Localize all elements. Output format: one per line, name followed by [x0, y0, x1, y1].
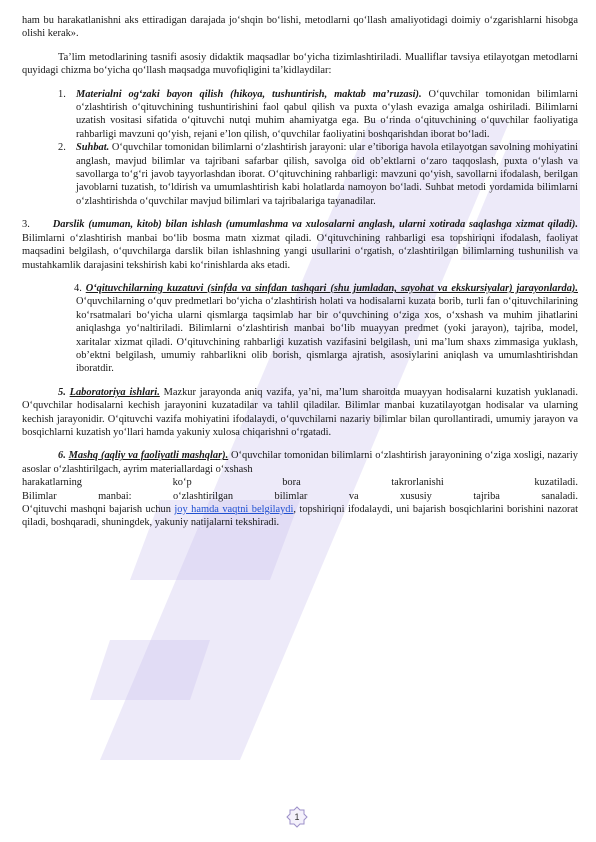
list-item-title: Suhbat. — [76, 142, 110, 154]
methods-list — [22, 88, 578, 209]
list-number: 3. — [22, 219, 30, 231]
word: takrorlanishi — [391, 477, 444, 489]
list-number: 1. — [58, 88, 66, 100]
word: bilimlar — [274, 490, 308, 502]
word: va — [348, 490, 359, 502]
list-item-text: O‘quvchilarning o‘quv predmetlari bo‘yicha o‘zlashtirish holati va hodisalarni kuzata borib, turli fan o‘qituvchilarining ko‘rsatmalari bo‘yicha ularni qismlarga taqsimlab har bir o‘quvchining o‘ziga xos, o‘xshash va muhim jihatlarini aniqlashga yo‘naltiriladi. Bilimlarni o‘zlashtirish manbai bo‘lib muayyan predmet (yoki jarayon), tajriba, model, xaritalar xizmat qiladi. O‘qituvchining rahbarligi kuzatish vazifasini belgilash, uni ma’lum shaxs zimmasiga yuklash, ob’ektni belgilash, umumiy rahbarlikni olib borish, qismlarga ajratish, asosiylarini aniqlash va umumlashtirishdan iboratdir. — [76, 296, 578, 375]
list-number: 5. — [58, 386, 66, 398]
list-item-1 — [22, 88, 578, 142]
word: Bilimlar — [22, 490, 57, 502]
list-item-title: Laboratoriya ishlari. — [69, 386, 160, 398]
justified-line — [22, 490, 578, 503]
list-item-6 — [22, 449, 578, 529]
paragraph-intro: ham bu harakatlanishni aks ettiradigan darajada jo‘shqin bo‘lishi, metodlarni qo‘llash amaliyotidagi doimiy o‘zgarishlarni hisobga olishi kerak». — [22, 15, 578, 40]
word: xususiy — [400, 490, 432, 502]
list-item-2 — [22, 141, 578, 208]
list-item-3 — [22, 218, 578, 272]
word: tajriba — [473, 490, 500, 502]
word: bora — [282, 477, 301, 489]
word: o‘zlashtirilgan — [173, 490, 234, 502]
list-item-5 — [22, 386, 578, 440]
list-item-text: O‘quvchilar tomonidan bilimlarni o‘zlashtirish o‘qituvchining tushuntirishini faol qabul qilish va puxta o‘ylash evaziga amalga oshiriladi. Bilimlarni uzatish vositasi sifatida o‘qituvchi nutqi muhim ahamiyatga ega. Bu o‘rinda o‘qituvchining o‘quvchilar faoliyatiga rahbarligi mavzuni qo‘yish, rejani e’lon qilish, o‘quvchilar faoliyatini boshqarishdan iborat bo‘ladi. — [76, 88, 578, 140]
word: kuzatiladi. — [534, 477, 578, 489]
list-number: 4. — [74, 282, 82, 294]
list-item-text: , topshiriqni ifodalaydi, uni bajarish bosqichlarini borishini nazorat qiladi, boshqaradi, shuningdek, yakuniy natijalarni tekshiradi. — [22, 504, 578, 529]
list-item-4 — [22, 282, 578, 376]
list-item-title: O‘qituvchilarning kuzatuvi (sinfda va sinfdan tashqari (shu jumladan, sayohat va ekskursiyalar) jarayonlarda). — [85, 282, 578, 294]
paragraph-classification: Ta’lim metodlarining tasnifi asosiy didaktik maqsadlar bo‘yicha tizimlashtiriladi. Mualliflar tavsiya etilayotgan metodlarni quyidagi chizma bo‘yicha qo‘llash maqsadga muvofiqligini ta’kidlaydilar: — [22, 51, 578, 77]
list-item-text: O‘qituvchi mashqni bajarish uchun — [22, 504, 175, 515]
list-item-6-tail — [22, 503, 578, 530]
list-number: 2. — [58, 142, 66, 154]
word: ko‘p — [172, 477, 192, 489]
word: harakatlarning — [22, 477, 83, 489]
justified-line — [22, 476, 578, 489]
list-number: 6. — [58, 450, 66, 462]
page-number: 1 — [294, 812, 300, 822]
list-item-title: Materialni og‘zaki bayon qilish (hikoya, tushuntirish, maktab ma’ruzasi). — [76, 88, 422, 100]
word: manbai: — [98, 490, 132, 502]
inline-link[interactable]: joy hamda vaqtni belgilaydi — [174, 504, 294, 515]
list-item-text: Mazkur jarayonda aniq vazifa, ya’ni, ma’lum sharoitda muayyan hodisalarni kuzatish yuklanadi. O‘quvchilar hodisalarni kechish jarayonini kuzatadilar va tahlil qiladilar. Bilimlar manbai kuzatilayotgan hodisalar va ularning kechish jarayonidir. O‘qituvchi vazifa mohiyatini ifodalaydi, o‘quvchilarni nazariy bilimlar bilan qurollantiradi, umumiy jarayon va bosqichlarni kuzatish yo‘llari hamda yakuniy xulosa chiqarishni o‘rgatadi. — [22, 386, 578, 438]
word: sanaladi. — [541, 490, 578, 502]
list-item-text: Bilimlarni o‘zlashtirish manbai bo‘lib bosma matn xizmat qiladi. O‘qituvchining rahbarligi esa topshiriqni ifodalash, faoliyat maqsadini belgilash, o‘quvchilarga darslik bilan ishlashning yangi usullarini o‘rgatish, o‘zlashtirilgan bilimlarning tushunilish va mustahkamlik darajasini tekshirish kabi ko‘rinishlarda aks etadi. — [22, 232, 578, 271]
list-item-title: Darslik (umuman, kitob) bilan ishlash (umumlashma va xulosalarni anglash, ularni xotirada saqlashga xizmat qiladi). — [52, 219, 578, 231]
list-item-title: Mashq (aqliy va faoliyatli mashqlar). — [68, 450, 229, 462]
list-item-text: O‘quvchilar tomonidan bilimlarni o‘zlashtirish jarayoni: ular e’tiboriga havola etilayotgan savolning mohiyatini anglash, mavjud bilimlar va tajribani safarbar qilish, savolga oid ob’ektlarni o‘zaro taqqoslash, puxta o‘ylash va savollarga to‘g‘ri javob tayyorlashdan iborat. O‘qituvchining rahbarligi: mavzuni qo‘yish, savollarni ifodalash, berilgan javoblarni tuzatish, to‘ldirish va umumlashtirish kabi holatlarda namoyon bo‘ladi. Suhbat metodi yordamida bilimlarni o‘zlashtirishda o‘quvchilar mavjud bilimlari va tajribalariga tayanadilar. — [76, 142, 578, 207]
list-item-6-lead — [22, 449, 578, 476]
document-page — [22, 14, 578, 530]
list-item-text: O‘quvchilar tomonidan bilimlarni o‘zlashtirish jarayonining o‘ziga xosligi, nazariy asoslar o‘zlashtirilgach, ayrim materiallardagi o‘xshash — [22, 450, 578, 475]
